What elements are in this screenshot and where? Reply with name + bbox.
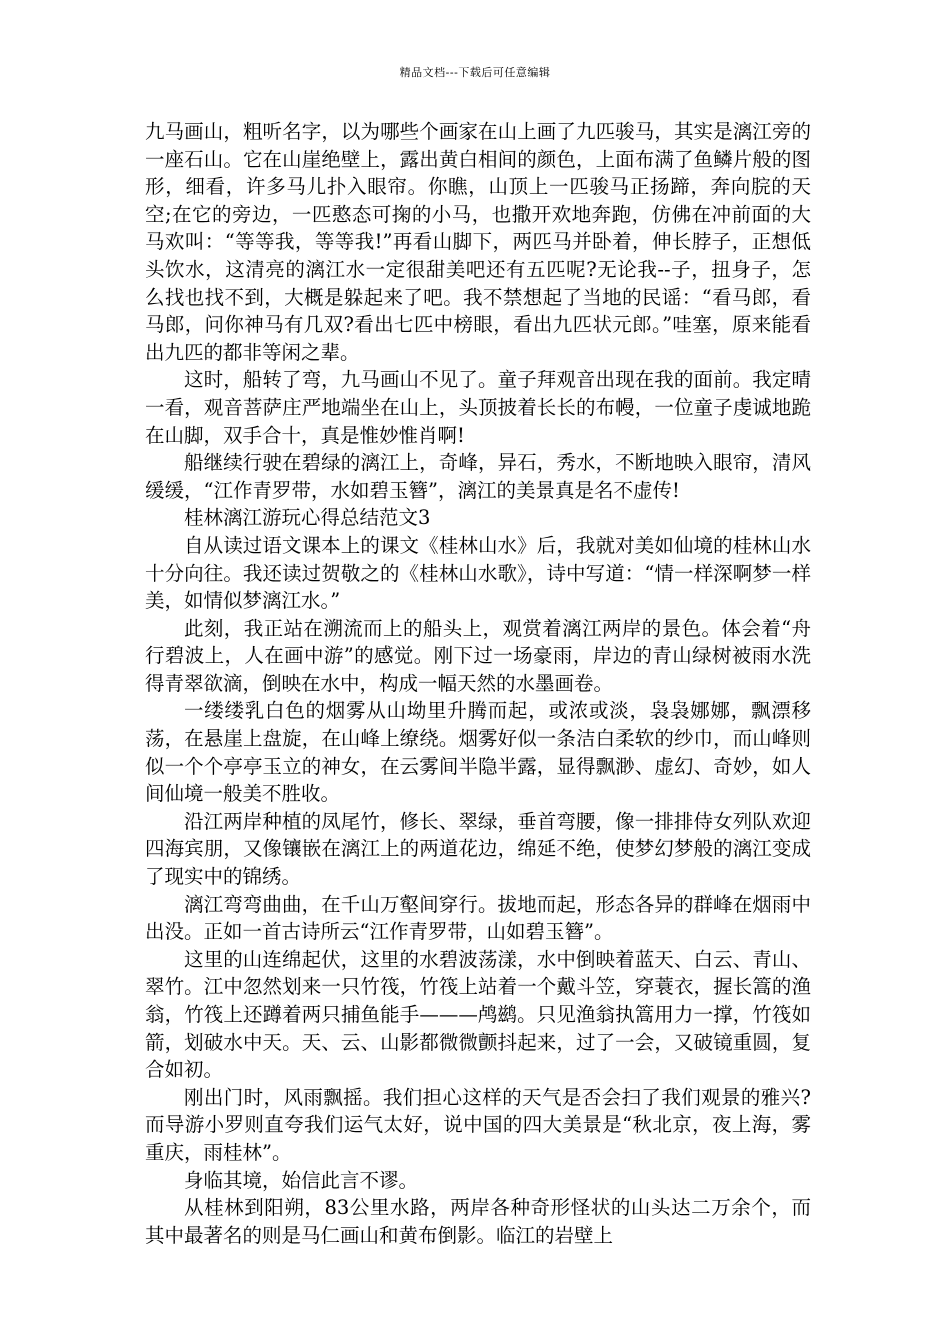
paragraph-believe: 身临其境，始信此言不谬。 — [184, 1168, 419, 1192]
paragraph-jiuma-huashan: 九马画山，粗听名字，以为哪些个画家在山上画了九匹骏马，其实是漓江旁的一座石山。它在山崖绝壁上，露出黄白相间的颜色，上面布满了鱼鳞片般的图形，细看，许多马儿扑入眼帘。你瞧，山顶上一匹骏马正扬蹄，奔向脘的天空;在它的旁边，一匹憨态可掬的小马，也撒开欢地奔跑，仿佛在冲前面的大马欢叫：“等等我，等等我!”再看山脚下，两匹马并卧着，伸长脖子，正想低头饮水，这清亮的漓江水一定很甜美吧还有五匹呢?无论我--子，扭身子，怎么找也找不到，大概是躲起来了吧。我不禁想起了当地的民谣：“看马郎，看马郎，问你神马有几双?看出七匹中榜眼，看出九匹状元郎。”哇塞，原来能看出九匹的都非等闲之辈。 — [145, 120, 811, 364]
section-heading: 桂林漓江游玩心得总结范文3 — [184, 506, 431, 530]
paragraph-tongzi-baiguanyin: 这时，船转了弯，九马画山不见了。童子拜观音出现在我的面前。我定晴一看，观音菩萨庄严地端坐在山上，头顶披着长长的布幔，一位童子虔诚地跪在山脚，双手合十，真是惟妙惟肖啊! — [145, 368, 811, 447]
paragraph-on-the-bow: 此刻，我正站在溯流而上的船头上，观赏着漓江两岸的景色。体会着“舟行碧波上，人在画中游”的感觉。刚下过一场豪雨，岸边的青山绿树被雨水洗得青翠欲滴，倒映在水中，构成一幅天然的水墨画卷。 — [145, 616, 811, 695]
paragraph-guilin-to-yangshuo: 从桂林到阳朔，83公里水路，两岸各种奇形怪状的山头达二万余个，而其中最著名的则是马仁画山和黄布倒影。临江的岩壁上 — [145, 1196, 811, 1247]
paragraph-textbook-memory: 自从读过语文课本上的课文《桂林山水》后，我就对美如仙境的桂林山水十分向往。我还读过贺敬之的《桂林山水歌》，诗中写道：“情一样深啊梦一样美，如情似梦漓江水。” — [145, 533, 811, 613]
paragraph-bamboo: 沿江两岸种植的凤尾竹，修长、翠绿，垂首弯腰，像一排排侍女列队欢迎四海宾朋，又像镶嵌在漓江上的两道花边，绵延不绝，使梦幻梦般的漓江变成了现实中的锦绣。 — [145, 809, 811, 889]
document-body — [145, 118, 811, 1249]
paragraph-boat-continues: 船继续行驶在碧绿的漓江上，奇峰，异石，秀水，不断地映入眼帘，清风缓缓，“江作青罗带，水如碧玉簪”，漓江的美景真是名不虚传! — [145, 451, 811, 502]
paragraph-fisherman: 这里的山连绵起伏，这里的水碧波荡漾，水中倒映着蓝天、白云、青山、翠竹。江中忽然划来一只竹筏，竹筏上站着一个戴斗笠，穿蓑衣，握长篙的渔翁，竹筏上还蹲着两只捕鱼能手———鸬鹚。只见渔翁执篙用力一撑，竹筏如箭，划破水中天。天、云、山影都微微颤抖起来，过了一会，又破镜重圆，复合如初。 — [145, 947, 811, 1082]
page-header: 精品文档---下载后可任意编辑 — [399, 66, 551, 79]
paragraph-weather: 刚出门时，风雨飘摇。我们担心这样的天气是否会扫了我们观景的雅兴?而导游小罗则直夸我们运气太好，说中国的四大美景是“秋北京，夜上海，雾重庆，雨桂林”。 — [145, 1085, 811, 1164]
paragraph-mist: 一缕缕乳白色的烟雾从山坳里升腾而起，或浓或淡，袅袅娜娜，飘漂移荡，在悬崖上盘旋，在山峰上缭绕。烟雾好似一条洁白柔软的纱巾，而山峰则似一个个亭亭玉立的神女，在云雾间半隐半露，显得飘渺、虚幻、奇妙，如人间仙境一般美不胜收。 — [145, 699, 811, 806]
paragraph-winding-river: 漓江弯弯曲曲，在千山万壑间穿行。拔地而起，形态各异的群峰在烟雨中出没。正如一首古诗所云“江作青罗带，山如碧玉簪”。 — [145, 892, 811, 944]
